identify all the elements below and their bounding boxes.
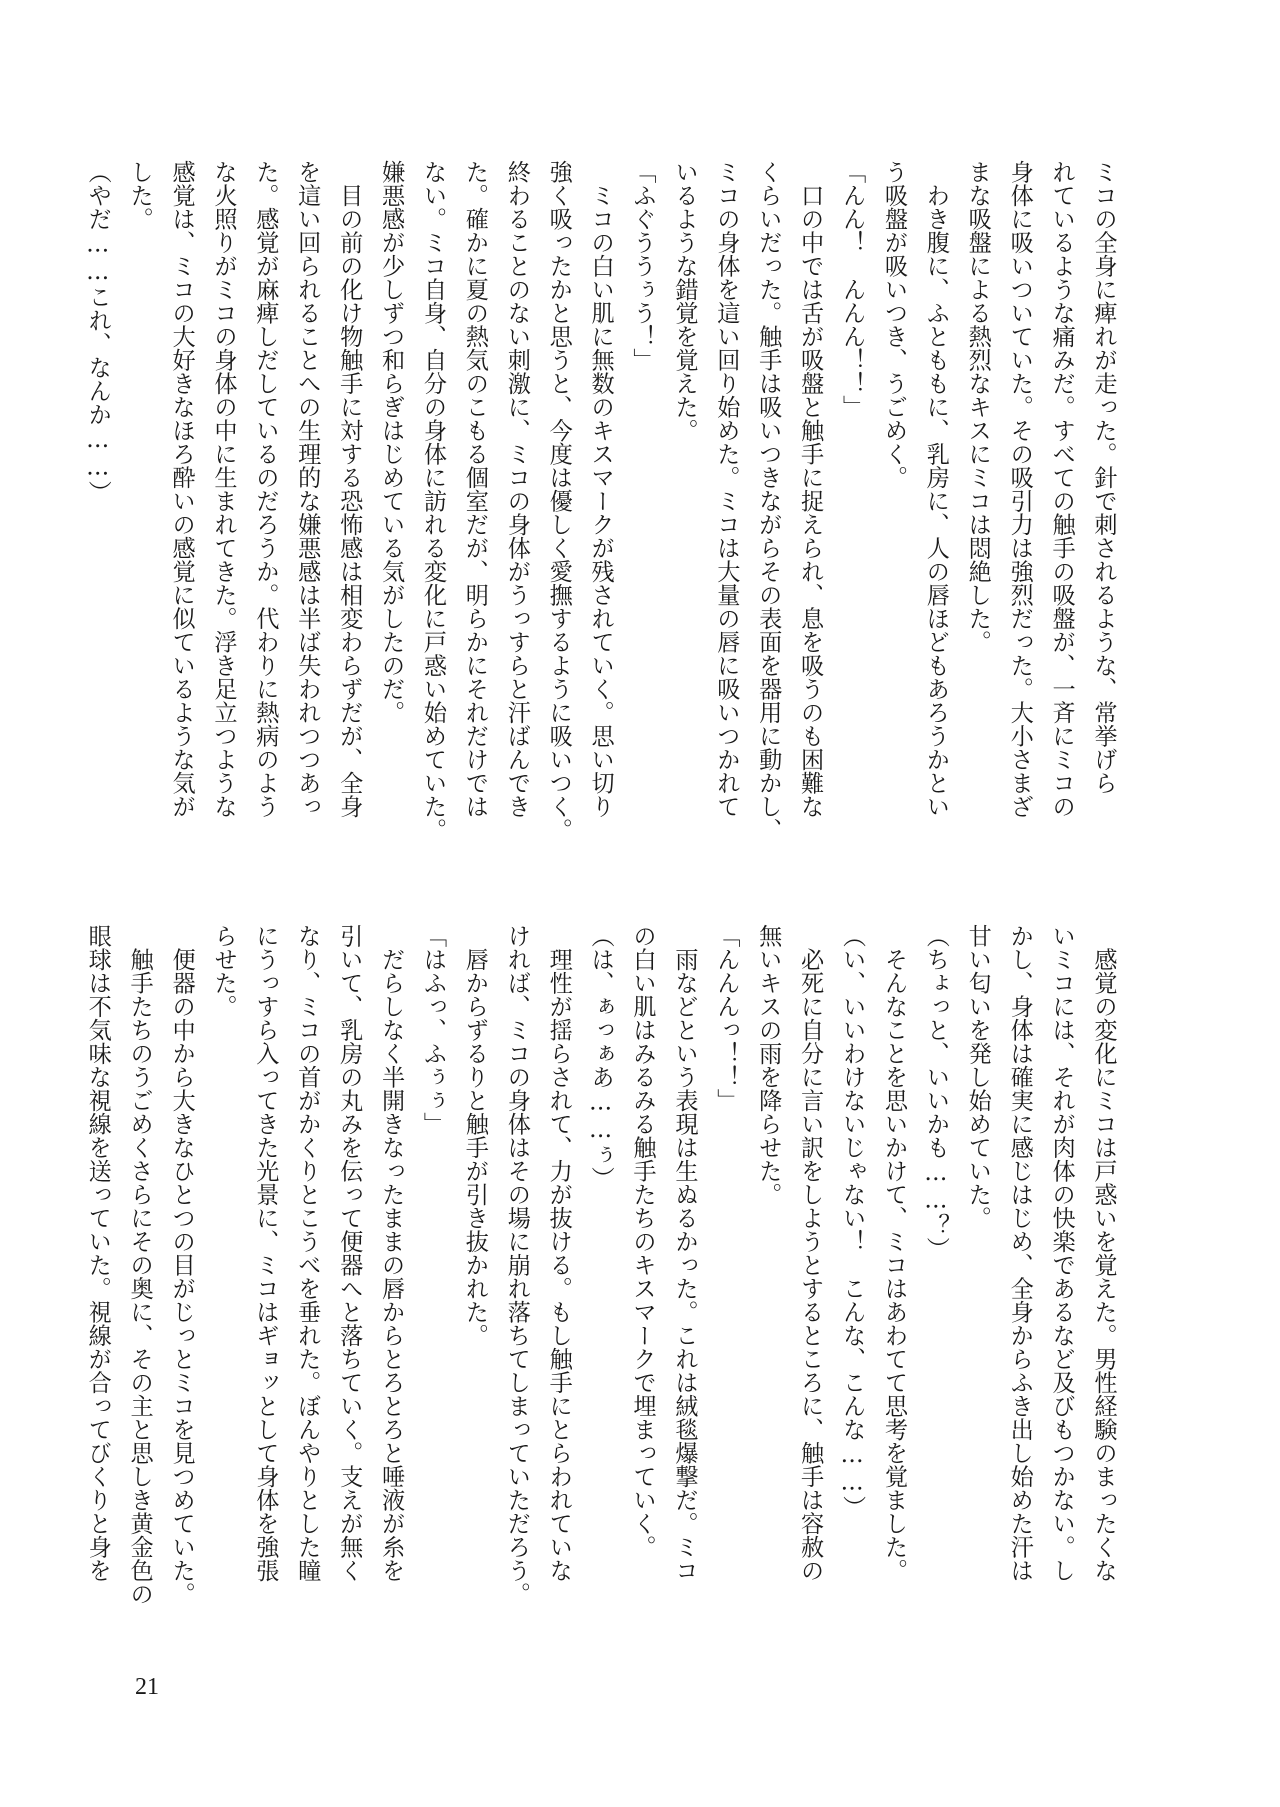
text-line: 甘い匂いを発し始めていた。 [964, 924, 992, 1230]
text-line: た。感覚が麻痺しだしているのだろうか。代わりに熱病のよう [251, 160, 279, 818]
text-line: まな吸盤による熱烈なキスにミコは悶絶した。 [964, 160, 992, 654]
text-line: 触手たちのうごめくさらにその奥に、その主と思しき黄金色の [126, 924, 154, 1606]
text-line: 理性が揺らされて、力が抜ける。もし触手にとらわれていな [545, 924, 573, 1582]
text-line: くらいだった。触手は吸いつきながらその表面を器用に動かし、 [754, 160, 782, 842]
text-line: う吸盤が吸いつき、うごめく。 [880, 160, 908, 489]
text-line: 「ふぐううぅう！」 [629, 160, 657, 372]
lower-text-block [84, 924, 1124, 1624]
text-line: た。確かに夏の熱気のこもる個室だが、明らかにそれだけでは [461, 160, 489, 818]
text-line: いミコには、それが肉体の快楽であるなど及びもつかない。し [1048, 924, 1076, 1582]
text-line: した。 [126, 160, 154, 231]
text-line: 嫌悪感が少しずつ和らぎはじめている気がしたのだ。 [377, 160, 405, 724]
text-line: ない。ミコ自身、自分の身体に訪れる変化に戸惑い始めていた。 [419, 160, 447, 842]
text-line: （ちょっと、いいかも……？） [922, 924, 950, 1261]
text-line: （は、ぁっぁあ……ぅ） [587, 924, 615, 1191]
text-line: 「んんんっ！！」 [712, 924, 740, 1112]
text-line: ミコの身体を這い回り始めた。ミコは大量の唇に吸いつかれて [712, 160, 740, 818]
page-number: 21 [135, 1674, 159, 1700]
text-line: そんなことを思いかけて、ミコはあわてて思考を覚ました。 [880, 924, 908, 1582]
text-line: 強く吸ったかと思うと、今度は優しく愛撫するように吸いつく。 [545, 160, 573, 842]
text-line: の白い肌はみるみる触手たちのキスマークで埋まっていく。 [629, 924, 657, 1559]
text-line: らせた。 [209, 924, 237, 1018]
text-line: （やだ……これ、なんか……） [84, 160, 112, 505]
text-line: だらしなく半開きなったままの唇からとろとろと唾液が糸を [377, 924, 405, 1582]
text-line: いるような錯覚を覚えた。 [670, 160, 698, 442]
upper-text-block [84, 160, 1124, 872]
text-line: 無いキスの雨を降らせた。 [754, 924, 782, 1206]
text-line: にうっすら入ってきた光景に、ミコはギョッとして身体を強張 [251, 924, 279, 1582]
text-line: 眼球は不気味な視線を送っていた。視線が合ってびくりと身を [84, 924, 112, 1582]
text-line: 引いて、乳房の丸みを伝って便器へと落ちていく。支えが無く [335, 924, 363, 1582]
text-line: 必死に自分に言い訳をしようとするところに、触手は容赦の [796, 924, 824, 1582]
text-line: 雨などという表現は生ぬるかった。これは絨毯爆撃だ。ミコ [670, 924, 698, 1582]
text-line: 唇からずるりと触手が引き抜かれた。 [461, 924, 489, 1347]
text-line: ければ、ミコの身体はその場に崩れ落ちてしまっていただろう。 [503, 924, 531, 1606]
text-line: 「はふっ、ふぅぅ」 [419, 924, 447, 1136]
text-line: れているような痛みだ。すべての触手の吸盤が、一斉にミコの [1048, 160, 1076, 818]
text-line: かし、身体は確実に感じはじめ、全身からふき出し始めた汗は [1006, 924, 1034, 1582]
text-line: 感覚の変化にミコは戸惑いを覚えた。男性経験のまったくな [1090, 924, 1117, 1582]
text-line: 終わることのない刺激に、ミコの身体がうっすらと汗ばんでき [503, 160, 531, 818]
text-line: 便器の中から大きなひとつの目がじっとミコを見つめていた。 [168, 924, 196, 1606]
text-line: な火照りがミコの身体の中に生まれてきた。浮き足立つような [209, 160, 237, 818]
text-line: 身体に吸いついていた。その吸引力は強烈だった。大小さまざ [1006, 160, 1034, 818]
text-line: 感覚は、ミコの大好きなほろ酔いの感覚に似ているような気が [168, 160, 196, 818]
text-line: （い、いいわけないじゃない！ こんな、こんな……） [838, 924, 866, 1520]
text-line: 目の前の化け物触手に対する恐怖感は相変わらずだが、全身 [335, 160, 363, 818]
text-line: ミコの全身に痺れが走った。針で刺されるような、常挙げら [1090, 160, 1117, 795]
text-line: 口の中では舌が吸盤と触手に捉えられ、息を吸うのも困難な [796, 160, 824, 818]
text-line: なり、ミコの首がかくりとこうべを垂れた。ぼんやりとした瞳 [293, 924, 321, 1582]
text-line: を這い回られることへの生理的な嫌悪感は半ば失われつつあっ [293, 160, 321, 818]
text-line: ミコの白い肌に無数のキスマークが残されていく。思い切り [587, 160, 615, 818]
text-line: わき腹に、ふとももに、乳房に、人の唇ほどもあろうかとい [922, 160, 950, 818]
text-line: 「んん！ んんん！！」 [838, 160, 866, 419]
